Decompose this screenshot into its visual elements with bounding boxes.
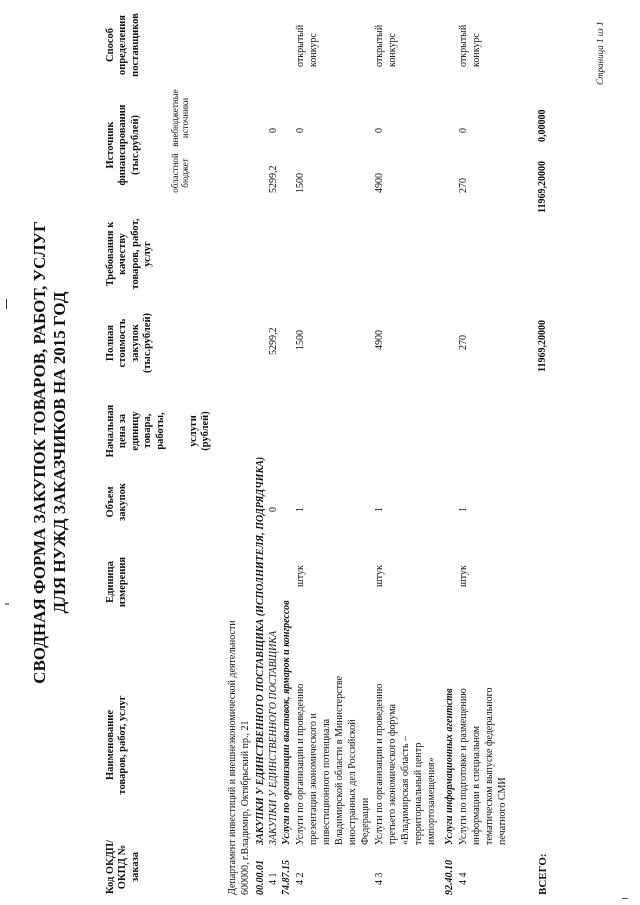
row-name: ЗАКУПКИ У ЕДИНСТВЕННОГО ПОСТАВЩИКА (ИСПОЛНИТЕЛЯ, ПОДРЯДЧИКА)	[255, 456, 266, 845]
row-full-cost: 5299,2	[268, 327, 279, 355]
total-source-regional: 11969,20000	[537, 161, 548, 213]
scan-mark	[5, 603, 9, 605]
row-code: 00.00.01	[255, 860, 266, 895]
row-source-offbudget: 0	[268, 128, 279, 133]
row-volume: 0	[268, 507, 279, 512]
row-volume: 1	[295, 507, 306, 512]
row-source-offbudget: 0	[458, 128, 469, 133]
row-code: 74.87.15	[281, 860, 292, 895]
row-method: открытый конкурс	[374, 24, 398, 67]
row-unit: штук	[295, 565, 306, 587]
row-name: Услуги информационных агентств	[444, 688, 455, 845]
header-code: Код ОКДП/ ОКПД № заказа	[105, 839, 141, 895]
header-requirements: Требования к качеству товаров, работ, услуг	[105, 218, 154, 290]
row-code: 92.40.10	[444, 860, 455, 895]
row-method: открытый конкурс	[295, 24, 319, 67]
row-method: открытый конкурс	[458, 24, 482, 67]
header-source-offbudget: внебюджетные источники	[170, 89, 191, 147]
row-code: 4 4	[458, 872, 469, 885]
header-method: Способ определения поставщиков	[105, 13, 141, 77]
total-full-cost: 11969,20000	[537, 320, 548, 372]
department-address: 600000, г.Владимир, Октябрьский пр., 21	[240, 720, 251, 895]
scan-mark	[6, 299, 7, 309]
header-unit: Единица измерения	[105, 556, 129, 608]
row-code: 4 1	[268, 872, 279, 885]
page-number: Страница 1 из 1	[595, 21, 605, 85]
row-unit: штук	[374, 565, 385, 587]
row-full-cost: 270	[458, 335, 469, 350]
row-source-regional: 1500	[295, 173, 306, 193]
row-source-offbudget: 0	[374, 128, 385, 133]
total-label: ВСЕГО:	[537, 853, 549, 895]
row-source-offbudget: 0	[295, 128, 306, 133]
header-name: Наименование товаров, работ, услуг	[105, 695, 129, 795]
row-code: 4 2	[295, 872, 306, 885]
row-full-cost: 1500	[295, 330, 306, 350]
row-source-regional: 270	[458, 178, 469, 193]
row-name: Услуги по организации выставок, ярмарок и конгрессов	[281, 600, 292, 845]
header-volume: Объем закупок	[105, 483, 129, 521]
row-name: Услуги по организации и проведению третьего экономического форума «Владимирская область – территориальный центр импортозамещения»	[374, 683, 437, 845]
row-full-cost: 4900	[374, 330, 385, 350]
row-volume: 1	[458, 507, 469, 512]
row-unit: штук	[458, 565, 469, 587]
row-source-regional: 4900	[374, 173, 385, 193]
header-full-cost: Полная стоимость закупок (тыс.рублей)	[105, 312, 154, 374]
row-volume: 1	[374, 507, 385, 512]
row-name: Услуги по подготовке и размещению информации в специальном тематическом выпуске федерального печатного СМИ	[458, 687, 508, 845]
scan-mark	[622, 898, 628, 899]
total-source-offbudget: 0,00000	[537, 109, 548, 142]
header-source-regional: областной бюджет	[170, 153, 191, 193]
department-name: Департамент инвестиций и внешнеэкономической деятельности	[227, 620, 238, 895]
header-initial-price: Начальная цена за единицу товара, работы,	[105, 404, 166, 458]
document-title-line2: ДЛЯ НУЖД ЗАКАЗЧИКОВ НА 2015 ГОД	[50, 291, 69, 614]
document-title-line1: СВОДНАЯ ФОРМА ЗАКУПОК ТОВАРОВ, РАБОТ, УСЛУГ	[30, 221, 49, 684]
row-code: 4 3	[374, 872, 385, 885]
row-name: Услуги по организации и проведению презентации экономического и инвестиционного потенциала Владимирской области в Министерстве иностранных дел Российской Федерации	[295, 675, 371, 845]
row-name: ЗАКУПКИ У ЕДИНСТВЕННОГО ПОСТАВЩИКА	[268, 630, 279, 845]
header-source: Источник финансирования (тыс.рублей)	[105, 104, 141, 186]
row-source-regional: 5299,2	[268, 165, 279, 193]
header-initial-price-sub: услуги (рублей)	[188, 411, 212, 451]
